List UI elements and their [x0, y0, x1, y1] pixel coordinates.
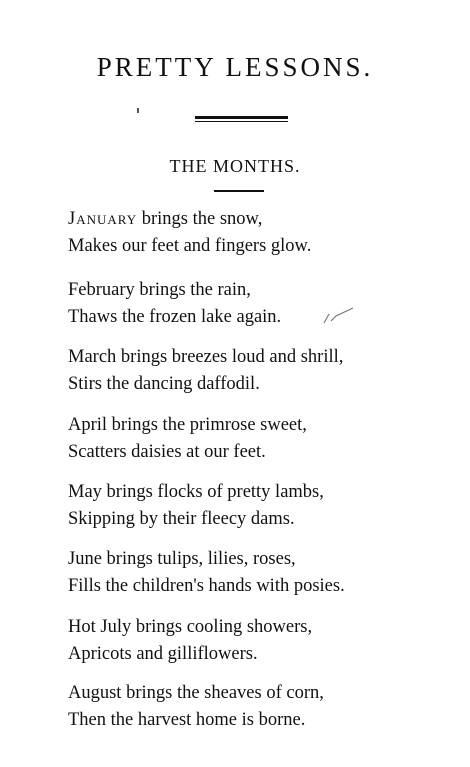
stanza-line: March brings breezes loud and shrill,: [68, 347, 344, 367]
stanza-line: Then the harvest home is borne.: [68, 710, 306, 730]
print-speck: [137, 108, 139, 113]
stanza-line: Thaws the frozen lake again.: [68, 307, 282, 327]
stanza-line: May brings flocks of pretty lambs,: [68, 482, 324, 502]
stanza-line: August brings the sheaves of corn,: [68, 683, 324, 703]
stanza-february: [68, 277, 281, 331]
stanza-line: Scatters daisies at our feet.: [68, 442, 266, 462]
stanza-line: Hot July brings cooling showers,: [68, 617, 313, 637]
stanza-april: [68, 412, 307, 466]
stanza-july: [68, 614, 312, 668]
stanza-line: Stirs the dancing daffodil.: [68, 374, 260, 394]
page-title: PRETTY LESSONS.: [96, 52, 374, 82]
month-small-caps: January: [68, 209, 138, 229]
stanza-line: February brings the rain,: [68, 280, 251, 300]
line-text: brings the snow,: [137, 209, 263, 229]
stanza-june: [68, 546, 345, 600]
stanza-line: Skipping by their fleecy dams.: [68, 509, 295, 529]
pencil-mark-icon: [322, 306, 358, 326]
stanza-line: Apricots and gilliflowers.: [68, 644, 258, 664]
stanza-line: June brings tulips, lilies, roses,: [68, 549, 296, 569]
stanza-line: Fills the children's hands with posies.: [68, 576, 345, 596]
stanza-line: Makes our feet and fingers glow.: [68, 236, 312, 256]
stanza-line: April brings the primrose sweet,: [68, 415, 307, 435]
poem-title: THE MONTHS.: [169, 156, 301, 176]
title-rule-thin: [195, 121, 288, 122]
title-rule-thick: [195, 116, 288, 119]
poem-title-rule: [214, 190, 264, 192]
stanza-august: [68, 680, 324, 734]
stanza-line: [68, 206, 311, 233]
stanza-march: [68, 344, 343, 398]
stanza-may: [68, 479, 324, 533]
stanza-january: [68, 206, 311, 260]
